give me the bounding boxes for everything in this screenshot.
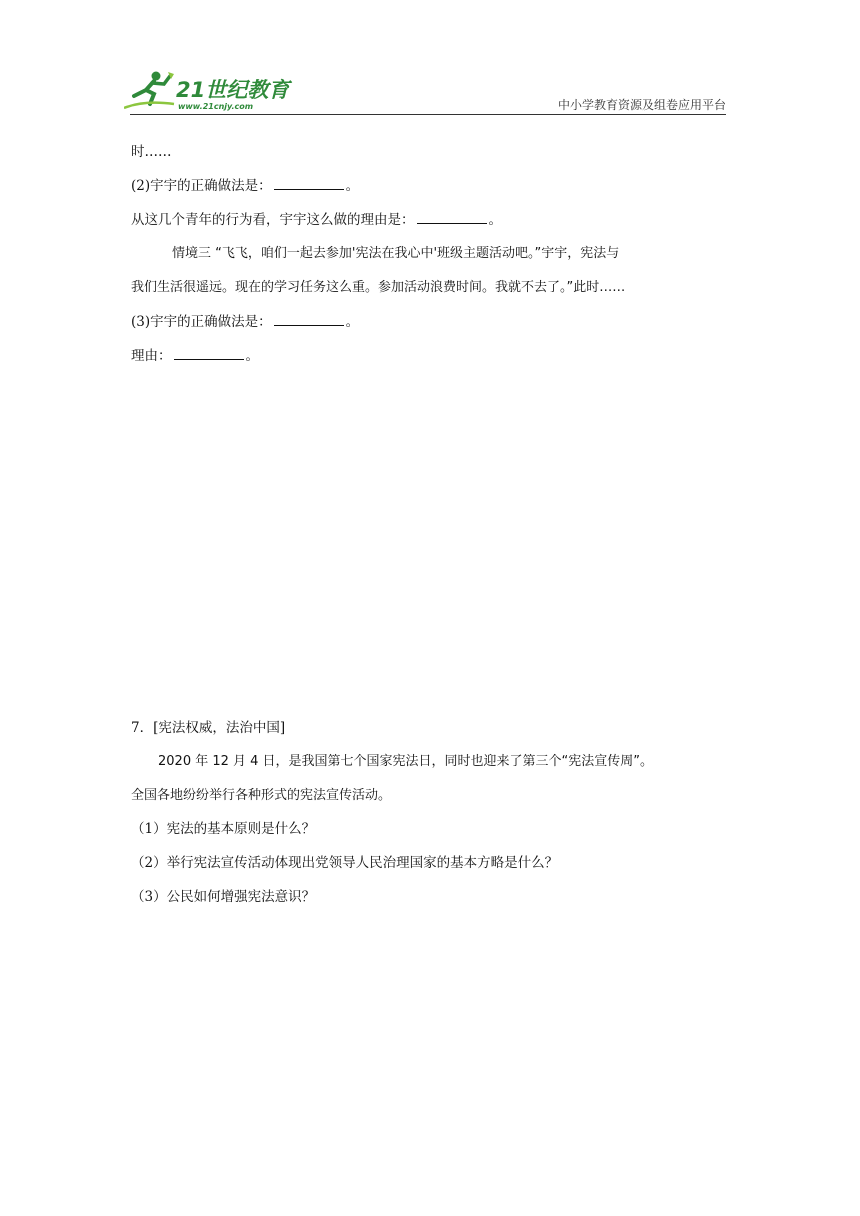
prompt-text: (2)宇宇的正确做法是： xyxy=(131,178,272,194)
site-logo[interactable] xyxy=(124,70,294,114)
page-header xyxy=(0,0,860,120)
prompt-text: 从这几个青年的行为看，宇宇这么做的理由是： xyxy=(131,212,415,228)
punct: 。 xyxy=(345,314,360,330)
answer-blank[interactable] xyxy=(274,177,344,190)
prompt-text: 理由： xyxy=(131,348,172,364)
answer-blank[interactable] xyxy=(174,347,244,360)
answer-line-3 xyxy=(131,313,359,331)
question-title: 7．[宪法权威，法治中国] xyxy=(131,720,286,736)
reason-line xyxy=(131,211,502,229)
sub-question-1: （1）宪法的基本原则是什么？ xyxy=(131,821,316,837)
punct: 。 xyxy=(345,178,360,194)
question-paragraph: 全国各地纷纷举行各种形式的宪法宣传活动。 xyxy=(131,788,392,803)
platform-title: 中小学教育资源及组卷应用平台 xyxy=(557,98,726,112)
question-paragraph: 2020 年 12 月 4 日，是我国第七个国家宪法日，同时也迎来了第三个“宪法宣传周”。 xyxy=(158,754,654,769)
text-line: 时…… xyxy=(131,144,172,160)
answer-blank[interactable] xyxy=(274,313,344,326)
answer-line-2 xyxy=(131,177,359,195)
header-divider xyxy=(130,114,726,115)
answer-blank[interactable] xyxy=(417,211,487,224)
prompt-text: (3)宇宇的正确做法是： xyxy=(131,314,272,330)
punct: 。 xyxy=(488,212,502,228)
runner-logo-icon xyxy=(124,70,176,112)
scenario-3-line-1: 情境三 “飞飞，咱们一起去参加'宪法在我心中'班级主题活动吧。”宇宇，宪法与 xyxy=(172,246,620,261)
scenario-3-line-2: 我们生活很遥远。现在的学习任务这么重。参加活动浪费时间。我就不去了。”此时…… xyxy=(131,280,626,295)
punct: 。 xyxy=(245,348,259,364)
sub-question-3: （3）公民如何增强宪法意识？ xyxy=(131,889,316,905)
logo-url: www.21cnjy.com xyxy=(178,102,254,111)
reason-line-3 xyxy=(131,347,259,365)
sub-question-2: （2）举行宪法宣传活动体现出党领导人民治理国家的基本方略是什么？ xyxy=(131,855,559,871)
logo-text: 21世纪教育 xyxy=(176,78,290,102)
